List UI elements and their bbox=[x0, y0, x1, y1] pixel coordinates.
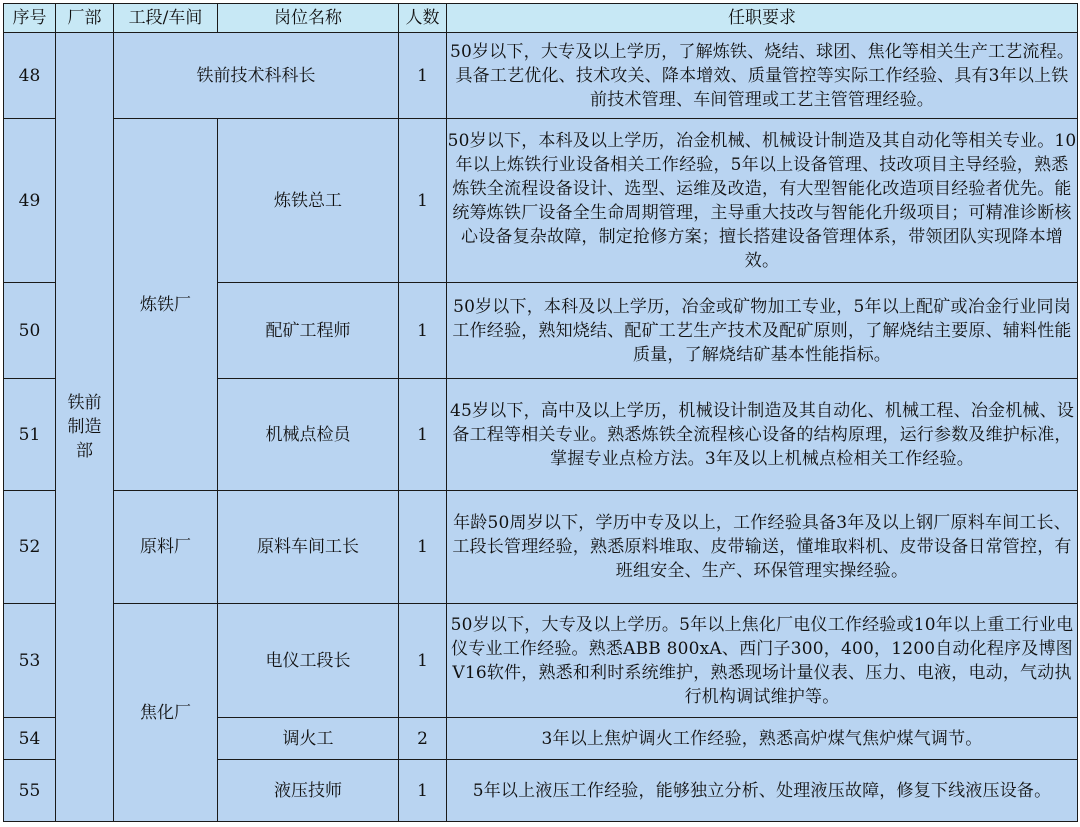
row-seq: 55 bbox=[4, 760, 56, 822]
header-section: 工段/车间 bbox=[114, 4, 218, 33]
row-count: 1 bbox=[399, 491, 447, 604]
row-requirements: 50岁以下，大专及以上学历。5年以上焦化厂电仪工作经验或10年以上重工行业电仪专业工作经验。熟悉ABB 800xA、西门子300，400，1200自动化程序及博图V16软件，熟悉和利时系统维护，熟悉现场计量仪表、压力、电液，电动，气动执行机构调试维护等。 bbox=[447, 604, 1078, 718]
department-cell bbox=[56, 33, 114, 822]
row-position: 电仪工段长 bbox=[218, 604, 399, 718]
header-requirements: 任职要求 bbox=[447, 4, 1078, 33]
row-requirements: 5年以上液压工作经验，能够独立分析、处理液压故障，修复下线液压设备。 bbox=[447, 760, 1078, 822]
row-count: 1 bbox=[399, 33, 447, 119]
row-seq: 50 bbox=[4, 283, 56, 379]
row-requirements: 50岁以下，本科及以上学历，冶金或矿物加工专业，5年以上配矿或冶金行业同岗工作经验，熟知烧结、配矿工艺生产技术及配矿原则，了解烧结主要原、辅料性能质量，了解烧结矿基本性能指标。 bbox=[447, 283, 1078, 379]
row-seq: 52 bbox=[4, 491, 56, 604]
row-position: 原料车间工长 bbox=[218, 491, 399, 604]
row-seq: 51 bbox=[4, 379, 56, 491]
job-requirements-table bbox=[3, 3, 1078, 822]
row-requirements: 50岁以下，本科及以上学历，冶金机械、机械设计制造及其自动化等相关专业。10年以上炼铁行业设备相关工作经验，5年以上设备管理、技改项目主导经验，熟悉炼铁全流程设备设计、选型、运维及改造，有大型智能化改造项目经验者优先。能统筹炼铁厂设备全生命周期管理，主导重大技改与智能化升级项目；可精准诊断核心设备复杂故障，制定抢修方案；擅长搭建设备管理体系，带领团队实现降本增效。 bbox=[447, 119, 1078, 283]
table-row bbox=[4, 119, 1078, 283]
row-requirements: 年龄50周岁以下，学历中专及以上，工作经验具备3年及以上钢厂原料车间工长、工段长管理经验，熟悉原料堆取、皮带输送，懂堆取料机、皮带设备日常管控，有班组安全、生产、环保管理实操经验。 bbox=[447, 491, 1078, 604]
row-seq: 48 bbox=[4, 33, 56, 119]
section-cell: 原料厂 bbox=[114, 491, 218, 604]
section-cell: 焦化厂 bbox=[114, 604, 218, 822]
header-row bbox=[4, 4, 1078, 33]
row-count: 1 bbox=[399, 119, 447, 283]
row-seq: 54 bbox=[4, 718, 56, 760]
row-count: 1 bbox=[399, 379, 447, 491]
table-row bbox=[4, 491, 1078, 604]
header-position: 岗位名称 bbox=[218, 4, 399, 33]
row-requirements: 50岁以下，大专及以上学历，了解炼铁、烧结、球团、焦化等相关生产工艺流程。具备工艺优化、技术攻关、降本增效、质量管控等实际工作经验、具有3年以上铁前技术管理、车间管理或工艺主管管理经验。 bbox=[447, 33, 1078, 119]
row-count: 1 bbox=[399, 604, 447, 718]
row-position: 机械点检员 bbox=[218, 379, 399, 491]
row-position: 调火工 bbox=[218, 718, 399, 760]
table-row bbox=[4, 33, 1078, 119]
row-seq: 53 bbox=[4, 604, 56, 718]
row-requirements: 3年以上焦炉调火工作经验，熟悉高炉煤气焦炉煤气调节。 bbox=[447, 718, 1078, 760]
row-count: 1 bbox=[399, 760, 447, 822]
row-position: 炼铁总工 bbox=[218, 119, 399, 283]
row-position: 铁前技术科科长 bbox=[114, 33, 399, 119]
header-plant: 厂部 bbox=[56, 4, 114, 33]
row-count: 2 bbox=[399, 718, 447, 760]
header-seq: 序号 bbox=[4, 4, 56, 33]
department-name: 铁前制造部 bbox=[67, 393, 102, 461]
row-position: 配矿工程师 bbox=[218, 283, 399, 379]
row-count: 1 bbox=[399, 283, 447, 379]
header-count: 人数 bbox=[399, 4, 447, 33]
row-seq: 49 bbox=[4, 119, 56, 283]
row-position: 液压技师 bbox=[218, 760, 399, 822]
table-row bbox=[4, 604, 1078, 718]
row-requirements: 45岁以下，高中及以上学历，机械设计制造及其自动化、机械工程、冶金机械、设备工程等相关专业。熟悉炼铁全流程核心设备的结构原理，运行参数及维护标准，掌握专业点检方法。3年及以上机械点检相关工作经验。 bbox=[447, 379, 1078, 491]
section-cell: 炼铁厂 bbox=[114, 119, 218, 491]
